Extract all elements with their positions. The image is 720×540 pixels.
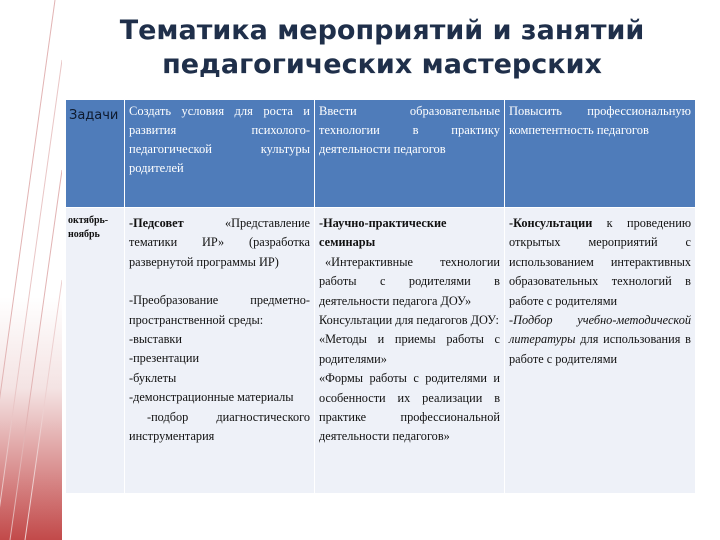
table-row [66,208,696,494]
header-task-1: Создать условия для роста и развития психолого-педагогической культуры родителей [125,100,315,208]
title-line-1: Тематика мероприятий и занятий [119,15,645,46]
seminar-topic: «Интерактивные технологии работы с родителями в деятельности педагога ДОУ» [319,254,500,308]
page-title [62,14,702,82]
literature-paragraph [509,311,691,369]
literature-text: для использования в работе с родителями [509,332,691,366]
cell-col-2 [315,208,505,494]
consultation-topic-1: «Методы и приемы работы с родителями» [319,332,500,366]
list-item: -выставки [129,332,182,347]
list-item: -буклеты [129,370,177,385]
header-task-2: Ввести образовательные технологии в практику деятельности педагогов [315,100,505,208]
list-item: -подбор диагностического инструментария [129,409,310,444]
consultation-topic-2: «Формы работы с родителями и особенности их реализации в практике профессиональной деятельности педагогов» [319,371,500,444]
table-header-row [66,100,696,208]
list-item: -демонстрационные материалы [129,390,294,405]
title-line-2: педагогических мастерских [162,49,602,80]
teachers-council-paragraph [129,214,310,272]
topics-table [65,99,696,494]
consultations-heading: Консультации для педагогов ДОУ: [319,313,499,328]
teachers-council-title: -Педсовет [129,216,184,230]
list-item: -презентации [129,351,200,366]
consultations-title: -Консультации [509,216,593,230]
consultations-text: к проведению открытых мероприятий с использованием интерактивных образовательных технологий в работе с родителями [509,216,691,308]
cell-col-1 [125,208,315,494]
teachers-council-text: «Представление тематики ИР» (разработка развернутой программы ИР) [129,216,310,269]
literature-title: -Подбор учебно-методической литературы [509,313,691,347]
consultations-paragraph [509,214,691,311]
period-cell: октябрь-ноябрь [66,208,125,494]
environment-paragraph: -Преобразование предметно-пространственной среды: [129,293,310,327]
header-task-3: Повысить профессиональную компетентность педагогов [505,100,696,208]
decorative-lines [0,0,62,540]
header-label-tasks: Задачи [66,100,125,208]
cell-col-3 [505,208,696,494]
seminars-title: -Научно-практические семинары [319,216,447,250]
